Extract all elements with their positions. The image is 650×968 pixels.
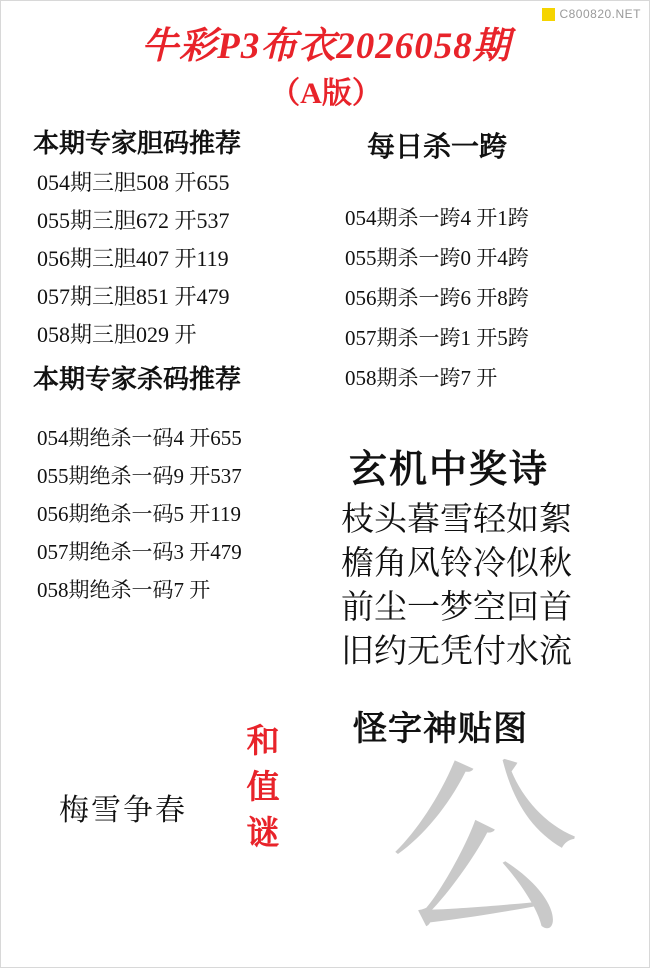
poem-line: 檐角风铃冷似秋: [341, 546, 572, 582]
list-item: 057期绝杀一码3 开479: [37, 540, 242, 564]
watermark-text: C800820.NET: [559, 7, 641, 21]
sum-riddle-label: [239, 719, 287, 857]
right-section1-heading: 每日杀一跨: [367, 132, 508, 163]
list-item: 056期杀一跨6 开8跨: [345, 286, 529, 310]
list-item: 056期绝杀一码5 开119: [37, 502, 241, 526]
poem-line: 前尘一梦空回首: [341, 590, 572, 626]
poem-line: 枝头暮雪轻如絮: [341, 502, 572, 538]
riddle-phrase: 梅雪争春: [59, 794, 187, 827]
list-item: 055期绝杀一码9 开537: [37, 464, 242, 488]
left-section1-list: [37, 164, 230, 354]
list-item: 054期杀一跨4 开1跨: [345, 206, 529, 230]
list-item: 058期绝杀一码7 开: [37, 578, 211, 602]
list-item: 055期杀一跨0 开4跨: [345, 246, 529, 270]
page-title: 牛彩P3布衣2026058期: [141, 26, 511, 67]
left-section2-list: [37, 419, 242, 609]
list-item: 058期杀一跨7 开: [345, 366, 498, 390]
list-item: 055期三胆672 开537: [37, 208, 230, 233]
list-item: 054期三胆508 开655: [37, 170, 230, 195]
strange-char-heading: 怪字神贴图: [353, 711, 528, 748]
left-section1-heading: 本期专家胆码推荐: [33, 129, 242, 158]
list-item: 054期绝杀一码4 开655: [37, 426, 242, 450]
page-subtitle: （A版）: [270, 77, 382, 110]
strange-char-glyph: 公: [389, 747, 580, 957]
right-section1-list: [345, 198, 529, 398]
list-item: 057期三胆851 开479: [37, 284, 230, 309]
poem-lines: [341, 498, 572, 674]
left-section2-heading: 本期专家杀码推荐: [33, 365, 242, 394]
list-item: 057期杀一跨1 开5跨: [345, 326, 529, 350]
list-item: 058期三胆029 开: [37, 322, 197, 347]
sum-riddle-char: 值: [246, 770, 280, 806]
poem-heading: 玄机中奖诗: [349, 449, 550, 491]
list-item: 056期三胆407 开119: [37, 246, 229, 271]
sum-riddle-char: 谜: [246, 816, 280, 852]
sum-riddle-char: 和: [246, 724, 280, 760]
poem-line: 旧约无凭付水流: [341, 634, 572, 670]
